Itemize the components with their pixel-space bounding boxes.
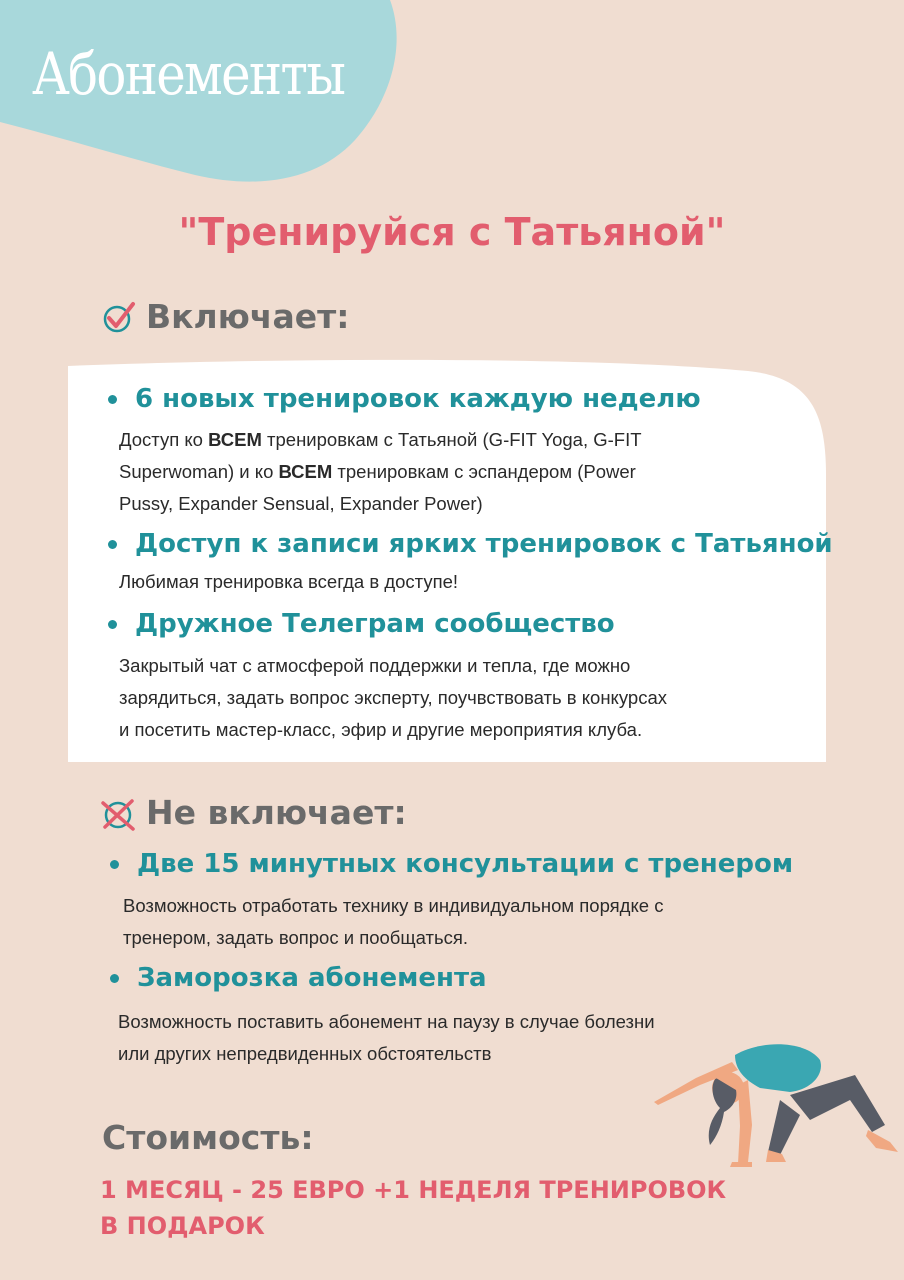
page-title: Абонементы (32, 40, 345, 108)
bullet-icon (108, 395, 117, 404)
subtitle: "Тренируйся с Татьяной" (178, 210, 726, 254)
excludes-item-title: Две 15 минутных консультации с тренером (110, 849, 793, 879)
bullet-icon (108, 540, 117, 549)
cross-circle-icon (100, 795, 136, 831)
excludes-heading (100, 793, 407, 832)
price-text: 1 МЕСЯЦ - 25 ЕВРО +1 НЕДЕЛЯ ТРЕНИРОВОК В ПОДАРОК (100, 1176, 727, 1240)
bullet-icon (110, 860, 119, 869)
includes-item-title: Дружное Телеграм сообщество (108, 609, 615, 639)
includes-item-desc: Доступ ко ВСЕМ тренировкам с Татьяной (G-FIT Yoga, G-FIT Superwoman) и ко ВСЕМ тренировкам с эспандером (Power Pussy, Expander Sensual, Expander Power) (119, 429, 642, 514)
yoga-woman-illustration (640, 1030, 900, 1180)
includes-heading-label: Включает: (146, 297, 350, 336)
includes-item-title: 6 новых тренировок каждую неделю (108, 384, 701, 414)
excludes-item-desc: Возможность отработать технику в индивидуальном порядке с тренером, задать вопрос и пообщаться. (123, 895, 664, 948)
includes-item-desc: Любимая тренировка всегда в доступе! (119, 571, 459, 592)
excludes-heading-label: Не включает: (146, 793, 407, 832)
includes-heading (100, 297, 349, 336)
checkmark-circle-icon (100, 299, 136, 335)
price-heading: Стоимость: (102, 1118, 314, 1157)
excludes-item-title: Заморозка абонемента (110, 963, 487, 993)
includes-item-desc: Закрытый чат с атмосферой поддержки и тепла, где можно зарядиться, задать вопрос эксперту, поучвствовать в конкурсах и посетить мастер-класс, эфир и другие мероприятия клуба. (119, 655, 667, 740)
bullet-icon (108, 620, 117, 629)
excludes-item-desc: Возможность поставить абонемент на паузу в случае болезни или других непредвиденных обстоятельств (118, 1011, 655, 1064)
bullet-icon (110, 974, 119, 983)
includes-item-title: Доступ к записи ярких тренировок с Татьяной (108, 529, 833, 559)
